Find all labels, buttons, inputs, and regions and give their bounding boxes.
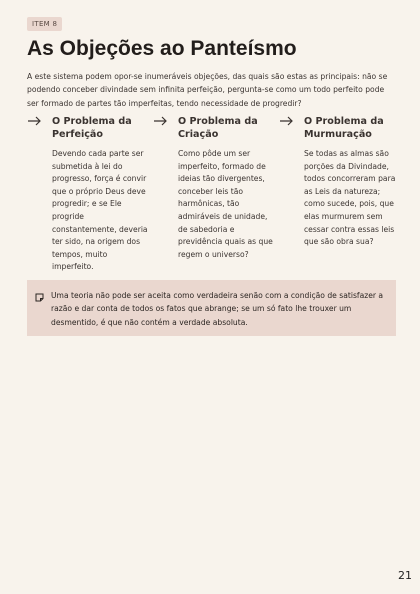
arrow-right-icon bbox=[280, 116, 294, 126]
callout-text: Uma teoria não pode ser aceita como verdadeira senão com a condição de satisfazer a razão e dar conta de todos os fatos que abrange; se um só fato lhe trouxer um desmentido, é que não contém a verdade absoluta. bbox=[51, 291, 384, 327]
page-number: 21 bbox=[398, 569, 412, 582]
callout-box bbox=[27, 280, 396, 336]
problem-heading: O Problema da Perfeição bbox=[52, 116, 132, 140]
problem-text: Se todas as almas são porções da Divindade, todos concorreram para as Leis da natureza; como sucede, pois, que elas murmurem sem cessar contra essas leis que são obra sua? bbox=[304, 149, 396, 247]
arrow-right-icon bbox=[28, 116, 42, 126]
problem-heading: O Problema da Murmuração bbox=[304, 116, 384, 140]
page-title: As Objeções ao Panteísmo bbox=[27, 37, 297, 60]
problem-text: Como pôde um ser imperfeito, formado de ideias tão divergentes, conceber leis tão harmônicas, tão admiráveis de unidade, de sabedoria e previdência quais as que regem o universo? bbox=[178, 149, 273, 259]
problem-heading: O Problema da Criação bbox=[178, 116, 258, 140]
note-icon bbox=[35, 293, 44, 302]
problem-text: Devendo cada parte ser submetida à lei do progresso, força é convir que o próprio Deus deve progredir; e se Ele progride constantemente, deveria ter sido, na origem dos tempos, muito imperfeito. bbox=[52, 149, 148, 272]
intro-paragraph: A este sistema podem opor-se inumeráveis objeções, das quais são estas as principais: não se podendo conceber divindade sem infinita perfeição, pergunta-se como um todo perfeito pode ser formado de partes tão imperfeitas, tendo necessidade de progredir? bbox=[27, 72, 388, 108]
arrow-right-icon bbox=[154, 116, 168, 126]
item-badge: ITEM 8 bbox=[27, 17, 62, 31]
